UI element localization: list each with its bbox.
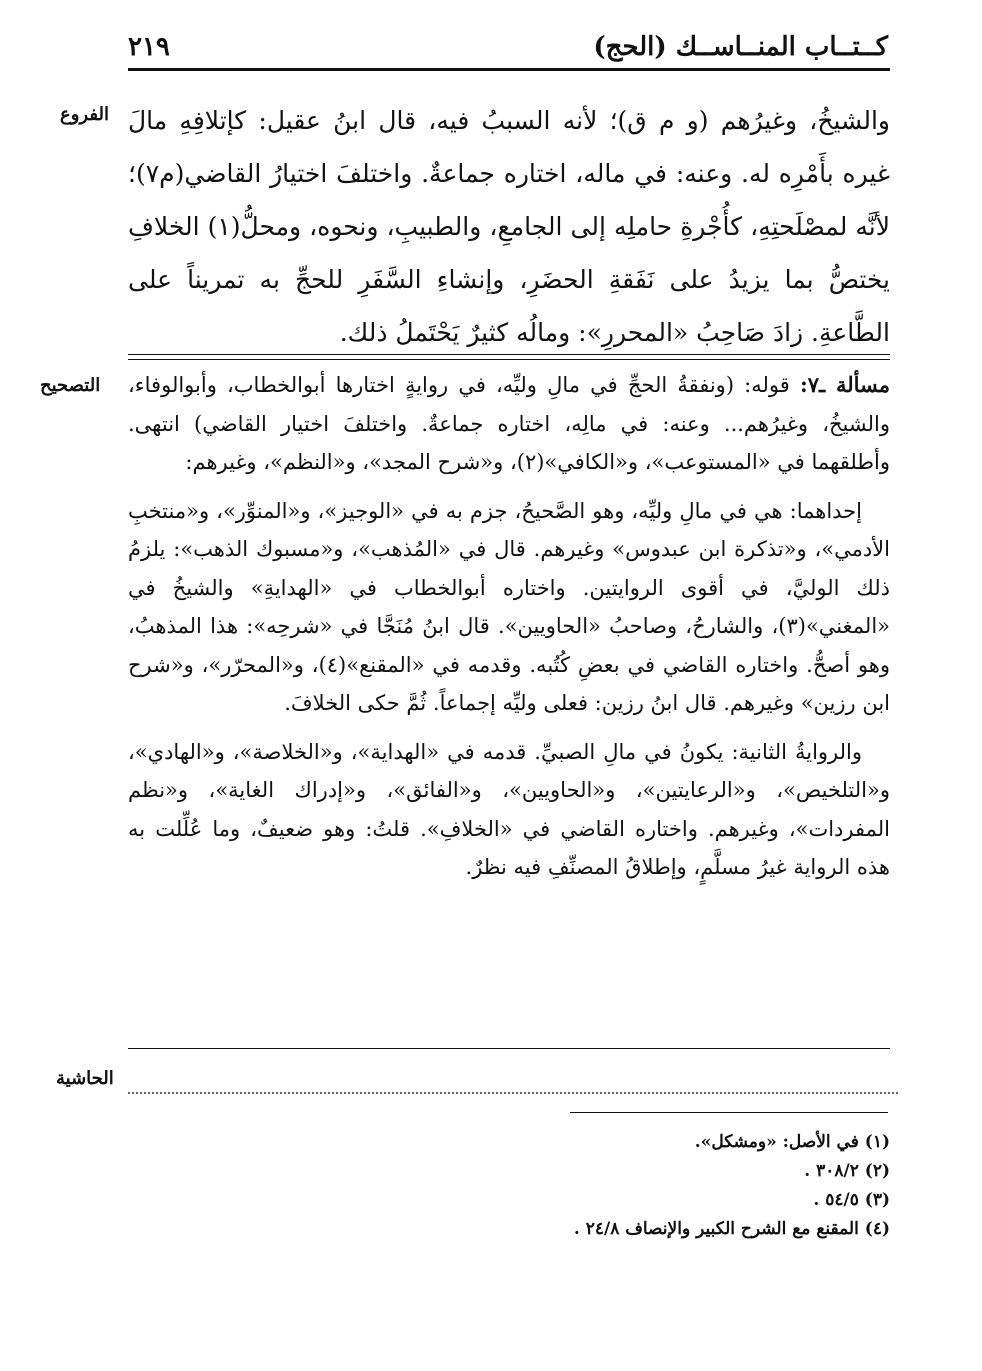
furu-section-label: الفروع xyxy=(60,104,109,125)
tashih-paragraph-3: والروايةُ الثانية: يكونُ في مالِ الصبيِّ. قدمه في «الهداية»، و«الخلاصة»، و«الهادي»، و«التلخيص»، و«الرعايتين»، و«الحاويين»، و«الفائق»، و«إدراك الغاية»، و«نظم المفردات»، وغيرهم. واختاره القاضي في «الخلافِ». قلتُ: وهو ضعيفٌ، وما عُلِّلت به هذه الرواية غيرُ مسلَّمٍ، وإطلاقُ المصنِّفِ فيه نظرٌ. xyxy=(128,739,890,879)
footnotes xyxy=(290,1128,890,1244)
hashiya-divider xyxy=(128,1048,890,1049)
section-divider xyxy=(128,354,890,360)
footnote-1: (١) في الأصل: «ومشكل». xyxy=(694,1132,890,1152)
hashiya-section-label: الحاشية xyxy=(56,1068,114,1089)
header-rule xyxy=(128,68,890,71)
footnote-3: (٣) ٥٤/٥ . xyxy=(813,1190,890,1210)
tashih-section-label: التصحيح xyxy=(40,375,101,396)
tashih-paragraph-1 xyxy=(128,366,890,482)
footnote-4: (٤) المقنع مع الشرح الكبير والإنصاف ٢٤/٨ . xyxy=(573,1219,890,1239)
tashih-paragraph-2: إحداهما: هي في مالِ وليِّه، وهو الصَّحيحُ، جزم به في «الوجيز»، و«المنوِّر»، و«منتخبِ الأدمي»، و«تذكرة ابن عبدوس» وغيرهم. قال في «المُذهب»، و«مسبوك الذهب»: يلزمُ ذلك الوليَّ، في أقوى الروايتين. واختاره أبوالخطاب في «الهدايةِ» والشيخُ في «المغني»(٣)، والشارحُ، وصاحبُ «الحاويين». قال ابنُ مُنَجَّا في «شرحِه»: هذا المذهبُ، وهو أصحُّ. واختاره القاضي في بعضِ كُتُبه. وقدمه في «المقنع»(٤)، و«المحرّر»، و«شرح ابن رزين» وغيرهم. قال ابنُ رزين: فعلى وليِّه إجماعاً. ثُمَّ حكى الخلافَ. xyxy=(128,498,890,715)
page-number: ٢١٩ xyxy=(128,32,170,62)
hashiya-dotted-line xyxy=(128,1092,898,1094)
footnote-2: (٢) ٣٠٨/٢ . xyxy=(804,1161,890,1181)
furu-paragraph: والشيخُ، وغيرُهم (و م ق)؛ لأنه السببُ فيه، قال ابنُ عقيل: كإتلافِهِ مالَ غيره بأَمْرِه له. وعنه: في ماله، اختاره جماعةٌ. واختلفَ اختيارُ القاضي(م٧)؛ لأنَّه لمصْلَحتِهِ، كأُجْرةِ حاملِه إلى الجامعِ، والطبيبِ، ونحوه، ومحلُّ(١) الخلافِ يختصُّ بما يزيدُ على نَفَقةِ الحضَرِ، وإنشاءِ السَّفَرِ للحجِّ به تمريناً على الطَّاعةِ. زادَ صَاحِبُ «المحررِ»: ومالُه كثيرٌ يَحْتَملُ ذلك. xyxy=(128,106,890,347)
book-title: كــتــاب المنــاســك (الحج) xyxy=(593,32,888,62)
tashih-paragraph-1-text: قوله: (ونفقةُ الحجِّ في مالِ وليِّه، في روايةٍ اختارها أبوالخطاب، وأبوالوفاء، والشيخُ، وغيرُهم... وعنه: في مالِه، اختاره جماعةٌ. واختلفَ اختيار القاضي) انتهى. وأطلقهما في «المستوعب»، و«الكافي»(٢)، و«شرح المجد»، و«النظم»، وغيرهم: xyxy=(128,373,890,474)
masala-label: مسألة ـ٧: xyxy=(799,372,890,397)
furu-text-block xyxy=(128,94,890,359)
tashih-text-block xyxy=(128,366,890,887)
page-header xyxy=(128,28,888,68)
footnote-rule xyxy=(570,1112,888,1113)
